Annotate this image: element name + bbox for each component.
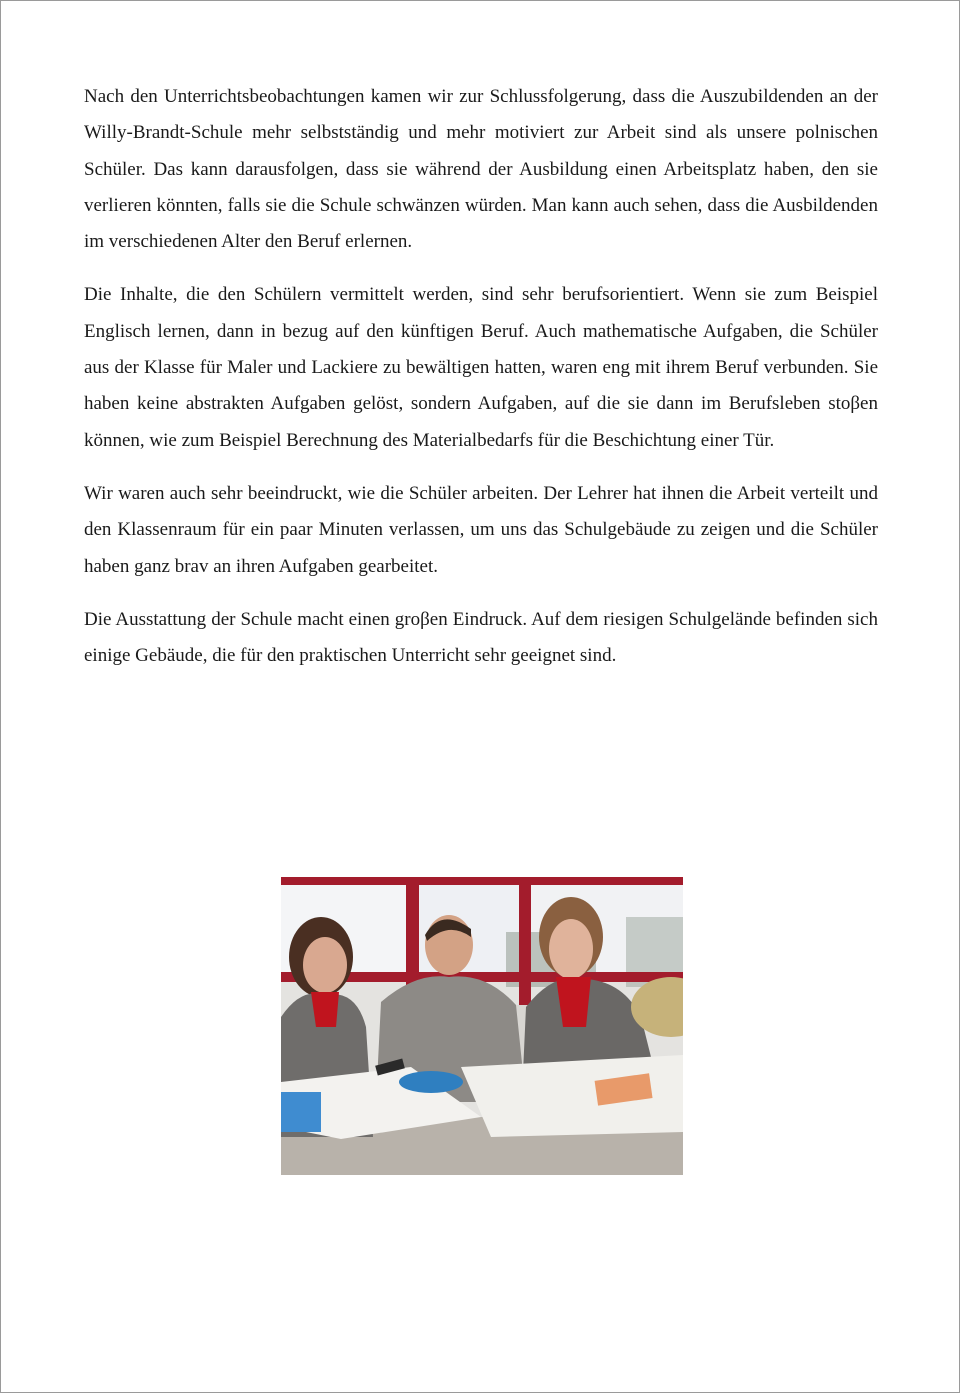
blue-crate: [281, 1092, 321, 1132]
window-frame-top: [281, 877, 683, 885]
left-woman-face: [303, 937, 347, 993]
paragraph-4: Die Ausstattung der Schule macht einen groβen Eindruck. Auf dem riesigen Schulgelände befinden sich einige Gebäude, die für den praktischen Unterricht sehr geeignet sind.: [84, 608, 878, 667]
classroom-photo: [281, 877, 683, 1175]
paragraph-1: Nach den Unterrichtsbeobachtungen kamen wir zur Schlussfolgerung, dass die Auszubildenden an der Willy-Brandt-Schule mehr selbstständig und mehr motiviert zur Arbeit sind als unsere polnischen Schüler. Das kann darausfolgen, dass sie während der Ausbildung einen Arbeitsplatz haben, den sie verlieren könnten, falls sie die Schule schwänzen würden. Man kann auch sehen, dass die Ausbildenden im verschiedenen Alter den Beruf erlernen.: [84, 86, 878, 253]
paragraph-2: Die Inhalte, die den Schülern vermittelt werden, sind sehr berufsorientiert. Wenn sie zum Beispiel Englisch lernen, dann in bezug auf den künftigen Beruf. Auch mathematische Aufgaben, die Schüler aus der Klasse für Maler und Lackiere zu bewältigen hatten, waren eng mit ihrem Beruf verbunden. Sie haben keine abstrakten Aufgaben gelöst, sondern Aufgaben, auf die sie dann im Berufsleben stoβen können, wie zum Beispiel Berechnung des Materialbedarfs für die Beschichtung einer Tür.: [84, 284, 878, 451]
body-text: [84, 79, 878, 691]
window-frame-mullion-2: [519, 877, 531, 1007]
right-woman-face: [549, 919, 593, 979]
paragraph-3: Wir waren auch sehr beeindruckt, wie die Schüler arbeiten. Der Lehrer hat ihnen die Arbeit verteilt und den Klassenraum für ein paar Minuten verlassen, um uns das Schulgebäude zu zeigen und die Schüler haben ganz brav an ihren Aufgaben gearbeitet.: [84, 482, 878, 577]
blue-pencil-case: [399, 1071, 463, 1093]
